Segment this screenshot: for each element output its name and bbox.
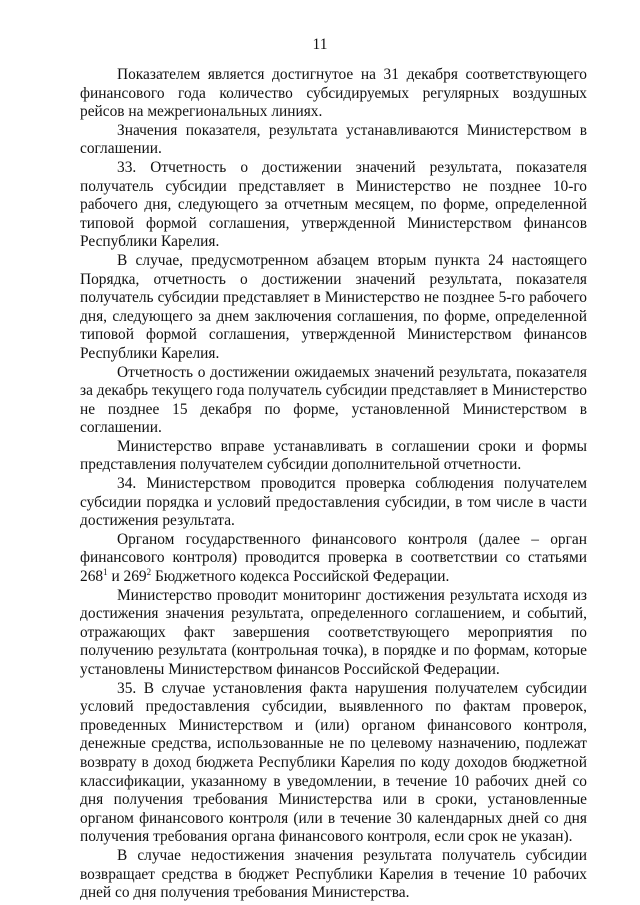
financial-control-text-start: Органом государственного финансового контроля (далее – орган финансового контроля) проводится проверка в соответствии со статьями 268 — [80, 530, 587, 586]
page-number: 11 — [312, 36, 328, 53]
document-body — [80, 66, 587, 903]
paragraph-financial-control — [80, 531, 587, 587]
financial-control-text-end: Бюджетного кодекса Российской Федерации. — [151, 568, 450, 586]
paragraph-monitoring: Министерство проводит мониторинг достижения результата исходя из достижения значения результата, определенного соглашением, и событий, отражающих факт завершения соответствующего мероприятия по получению результата (контрольная точка), в порядке и по формам, которые установлены Министерством финансов Российской Федерации. — [80, 586, 587, 678]
article-268-superscript: 1 — [103, 567, 108, 578]
paragraph-indicator-definition: Показателем является достигнутое на 31 декабря соответствующего финансового года количество субсидируемых регулярных воздушных рейсов на межрегиональных линиях. — [80, 66, 587, 121]
paragraph-34-compliance-check: 34. Министерством проводится проверка соблюдения получателем субсидии порядка и условий предоставления субсидии, в том числе в части достижения результата. — [80, 475, 587, 530]
financial-control-text-middle: и 269 — [107, 568, 147, 586]
paragraph-indicator-values: Значения показателя, результата устанавливаются Министерством в соглашении. — [80, 121, 587, 158]
paragraph-non-achievement-return: В случае недостижения значения результата получатель субсидии возвращает средства в бюджет Республики Карелия в течение 10 рабочих дней со дня получения требования Министерства. — [80, 846, 587, 902]
paragraph-35-violation-return: 35. В случае установления факта нарушения получателем субсидии условий предоставления субсидии, выявленного по фактам проверок, проведенных Министерством и (или) органом финансового контроля, денежные средства, использованные не по целевому назначению, подлежат возврату в доход бюджета Республики Карелия по коду доходов бюджетной классификации, указанному в уведомлении, в течение 10 рабочих дней со дня получения требования Министерства или в сроки, установленные органом финансового контроля (или в течение 30 календарных дней со дня получения требования органа финансового контроля, если срок не указан). — [80, 679, 587, 846]
article-269-superscript: 2 — [146, 567, 152, 578]
paragraph-33-reporting: 33. Отчетность о достижении значений результата, показателя получатель субсидии представляет в Министерство не позднее 10-го рабочего дня, следующего за отчетным месяцем, по форме, определенной типовой формой соглашения, утвержденной Министерством финансов Республики Карелия. — [80, 158, 587, 251]
paragraph-december-reporting: Отчетность о достижении ожидаемых значений результата, показателя за декабрь текущего года получатель субсидии представляет в Министерство не позднее 15 декабря по форме, установленной Министерством в соглашении. — [80, 363, 587, 437]
paragraph-additional-reporting: Министерство вправе устанавливать в соглашении сроки и формы представления получателем субсидии дополнительной отчетности. — [80, 437, 587, 474]
paragraph-special-case-reporting: В случае, предусмотренном абзацем вторым пункта 24 настоящего Порядка, отчетность о достижении значений результата, показателя получатель субсидии представляет в Министерство не позднее 5-го рабочего дня, следующего за днем заключения соглашения, по форме, определенной типовой формой соглашения, утвержденной Министерством финансов Республики Карелия. — [80, 251, 587, 362]
